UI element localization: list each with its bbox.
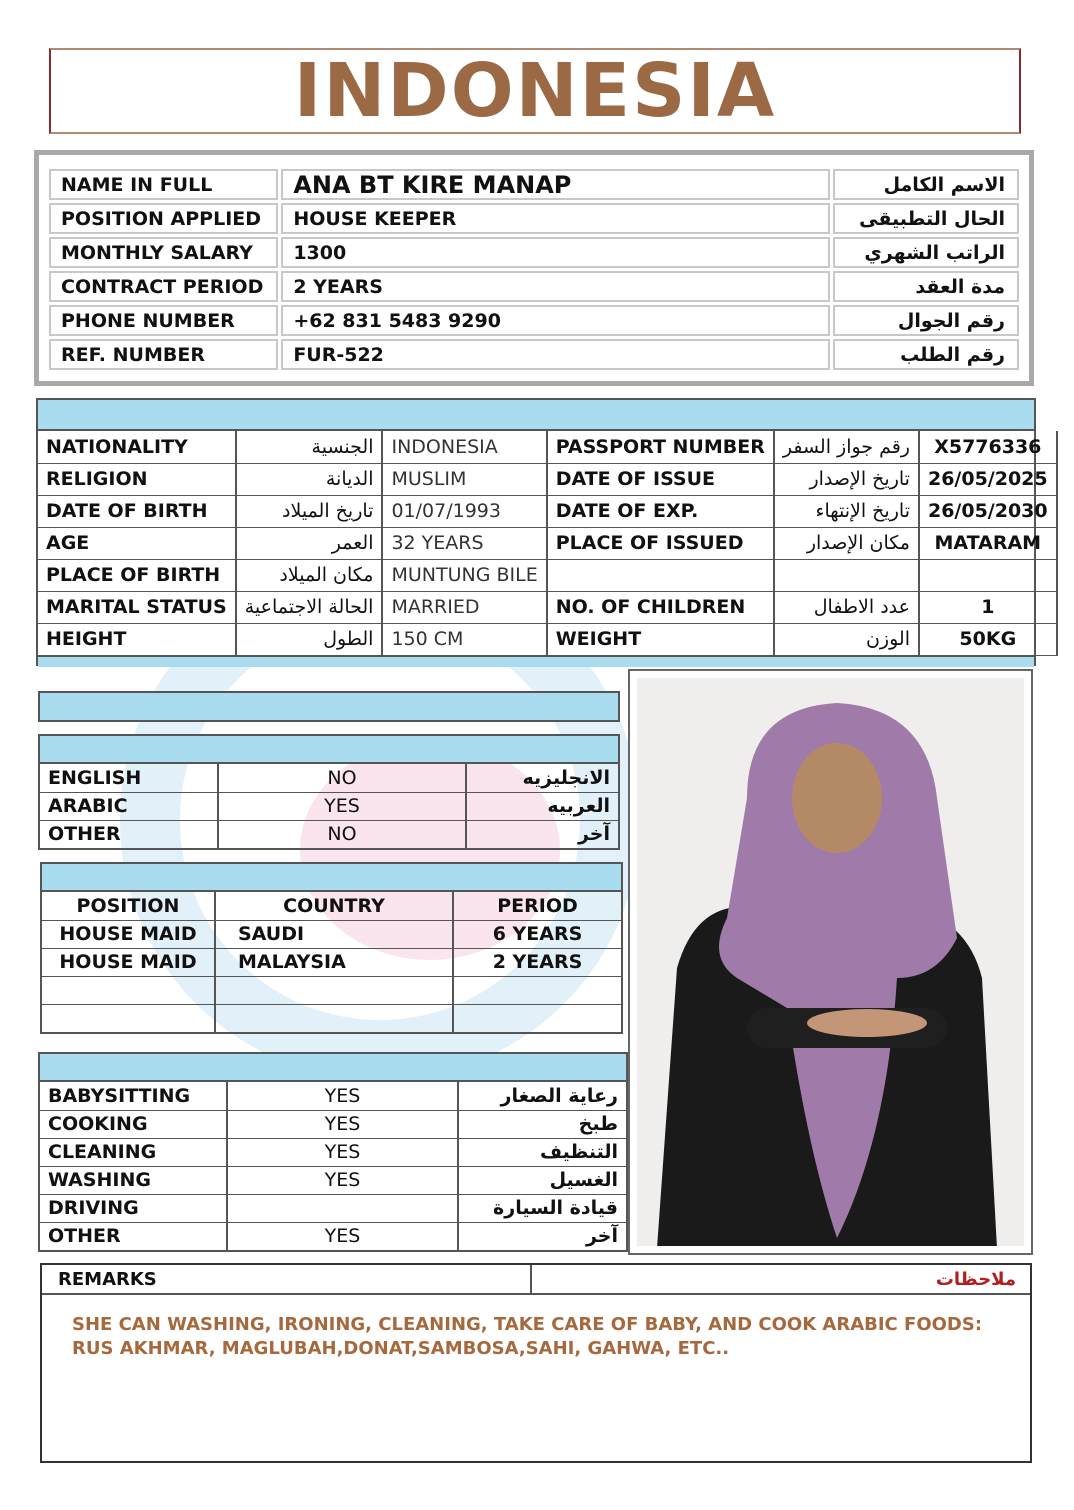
remarks-arabic: ملاحظات <box>935 1268 1016 1290</box>
language-label: ARABIC <box>40 792 218 820</box>
remarks-header <box>42 1265 1030 1295</box>
contract-arabic: مدة العقد <box>833 271 1019 302</box>
passport-info-table <box>36 398 1048 666</box>
table-row <box>42 1004 621 1032</box>
info-label-arabic: الديانة <box>236 463 383 495</box>
info-right-value: 26/05/2030 <box>919 495 1057 527</box>
language-arabic: العربيه <box>466 792 618 820</box>
skill-label: BABYSITTING <box>40 1082 227 1110</box>
table-row <box>40 1110 626 1138</box>
info-label: AGE <box>38 527 236 559</box>
languages-header-band <box>38 691 620 722</box>
info-right-label: NO. OF CHILDREN <box>547 591 774 623</box>
table-row <box>42 948 621 976</box>
experience-country: SAUDI <box>215 920 453 948</box>
remarks-text <box>42 1295 1030 1379</box>
info-right-value: 50KG <box>919 623 1057 655</box>
info-value: INDONESIA <box>382 431 546 463</box>
section-band <box>38 400 1034 431</box>
info-value: MUNTUNG BILE <box>382 559 546 591</box>
ref-label: REF. NUMBER <box>49 339 278 370</box>
table-row <box>42 976 621 1004</box>
name-label: NAME IN FULL <box>49 169 278 200</box>
column-header: PERIOD <box>453 892 621 920</box>
personal-row <box>49 169 1019 203</box>
info-label: RELIGION <box>38 463 236 495</box>
info-right-label-arabic <box>774 559 919 591</box>
skill-value: YES <box>227 1110 458 1138</box>
info-right-label: PASSPORT NUMBER <box>547 431 774 463</box>
experience-period: 6 YEARS <box>453 920 621 948</box>
experience-period: 2 YEARS <box>453 948 621 976</box>
experience-country <box>215 976 453 1004</box>
skill-label: DRIVING <box>40 1194 227 1222</box>
table-row <box>38 431 1057 463</box>
info-label: HEIGHT <box>38 623 236 655</box>
table-row <box>40 1138 626 1166</box>
skill-arabic: طبخ <box>458 1110 626 1138</box>
table-row <box>38 495 1057 527</box>
table-row <box>38 623 1057 655</box>
info-right-label-arabic: تاريخ الإصدار <box>774 463 919 495</box>
applicant-photo <box>628 669 1033 1255</box>
table-row <box>38 463 1057 495</box>
language-arabic: آخر <box>577 823 610 846</box>
position-arabic: الحال التطبيقى <box>833 203 1019 234</box>
info-right-label <box>547 559 774 591</box>
language-label: ENGLISH <box>40 764 218 792</box>
skill-value <box>227 1194 458 1222</box>
header-banner <box>49 48 1021 134</box>
skill-label: COOKING <box>40 1110 227 1138</box>
info-label-arabic: مكان الميلاد <box>236 559 383 591</box>
info-label: NATIONALITY <box>38 431 236 463</box>
table-row <box>40 1082 626 1110</box>
info-right-value <box>919 559 1057 591</box>
section-band <box>42 864 621 892</box>
language-value: NO <box>218 764 466 792</box>
person-illustration <box>637 678 1024 1246</box>
info-value: 01/07/1993 <box>382 495 546 527</box>
info-right-label-arabic: رقم جواز السفر <box>774 431 919 463</box>
language-value: YES <box>218 792 466 820</box>
table-row <box>40 1194 626 1222</box>
info-label: PLACE OF BIRTH <box>38 559 236 591</box>
table-row <box>40 764 618 792</box>
phone-value: +62 831 5483 9290 <box>281 305 829 336</box>
column-header: COUNTRY <box>215 892 453 920</box>
salary-label: MONTHLY SALARY <box>49 237 278 268</box>
personal-row <box>49 339 1019 373</box>
info-value: 150 CM <box>382 623 546 655</box>
section-band-bottom <box>38 656 1034 667</box>
skill-value: YES <box>227 1222 458 1250</box>
remarks-line: SHE CAN WASHING, IRONING, CLEANING, TAKE CARE OF BABY, AND COOK ARABIC FOODS: <box>72 1314 983 1335</box>
info-label: DATE OF BIRTH <box>38 495 236 527</box>
phone-label: PHONE NUMBER <box>49 305 278 336</box>
table-row <box>38 559 1057 591</box>
skill-label: CLEANING <box>40 1138 227 1166</box>
skill-value: YES <box>227 1082 458 1110</box>
personal-row <box>49 271 1019 305</box>
personal-row <box>49 305 1019 339</box>
contract-label: CONTRACT PERIOD <box>49 271 278 302</box>
remarks-section <box>40 1263 1032 1463</box>
experience-position: HOUSE MAID <box>42 920 215 948</box>
name-value: ANA BT KIRE MANAP <box>281 169 829 200</box>
experience-table <box>40 862 623 1034</box>
remarks-line: RUS AKHMAR, MAGLUBAH,DONAT,SAMBOSA,SAHI, GAHWA, ETC.. <box>72 1338 730 1359</box>
info-right-value: 1 <box>919 591 1057 623</box>
table-row <box>40 792 618 820</box>
section-band <box>40 1054 626 1082</box>
info-right-value: X5776336 <box>919 431 1057 463</box>
language-label: OTHER <box>40 820 218 848</box>
info-right-label-arabic: مكان الإصدار <box>774 527 919 559</box>
info-label-arabic: الحالة الاجتماعية <box>236 591 383 623</box>
info-label-arabic: الطول <box>236 623 383 655</box>
table-header-row <box>42 892 621 920</box>
info-right-label: DATE OF ISSUE <box>547 463 774 495</box>
skill-label: WASHING <box>40 1166 227 1194</box>
info-right-label: WEIGHT <box>547 623 774 655</box>
contract-value: 2 YEARS <box>281 271 829 302</box>
personal-details <box>34 150 1034 386</box>
skill-arabic: التنظيف <box>458 1138 626 1166</box>
ref-arabic: رقم الطلب <box>833 339 1019 370</box>
phone-arabic: رقم الجوال <box>833 305 1019 336</box>
info-label-arabic: الجنسية <box>236 431 383 463</box>
language-value: NO <box>218 820 466 848</box>
name-arabic: الاسم الكامل <box>833 169 1019 200</box>
info-value: 32 YEARS <box>382 527 546 559</box>
table-row <box>40 1166 626 1194</box>
info-right-value: 26/05/2025 <box>919 463 1057 495</box>
table-row <box>40 820 618 848</box>
remarks-label: REMARKS <box>42 1265 532 1293</box>
experience-position <box>42 976 215 1004</box>
table-row <box>38 527 1057 559</box>
personal-row <box>49 203 1019 237</box>
info-label-arabic: العمر <box>236 527 383 559</box>
language-arabic: الانجليزيه <box>466 764 618 792</box>
info-right-label: DATE OF EXP. <box>547 495 774 527</box>
skill-label: OTHER <box>40 1222 227 1250</box>
page-title: INDONESIA <box>293 48 777 134</box>
experience-period <box>453 1004 621 1032</box>
info-right-label-arabic: عدد الاطفال <box>774 591 919 623</box>
info-label: MARITAL STATUS <box>38 591 236 623</box>
languages-table <box>38 734 620 850</box>
section-band <box>40 736 618 764</box>
info-value: MUSLIM <box>382 463 546 495</box>
experience-country: MALAYSIA <box>215 948 453 976</box>
info-label-arabic: تاريخ الميلاد <box>236 495 383 527</box>
skill-arabic: آخر <box>585 1225 618 1248</box>
table-row <box>42 920 621 948</box>
skill-arabic: رعاية الصغار <box>458 1082 626 1110</box>
info-right-label-arabic: الوزن <box>774 623 919 655</box>
info-right-value: MATARAM <box>919 527 1057 559</box>
info-right-label: PLACE OF ISSUED <box>547 527 774 559</box>
experience-position <box>42 1004 215 1032</box>
skill-arabic: قيادة السيارة <box>458 1194 626 1222</box>
experience-country <box>215 1004 453 1032</box>
skill-value: YES <box>227 1166 458 1194</box>
experience-period <box>453 976 621 1004</box>
photo-image <box>637 678 1024 1246</box>
ref-value: FUR-522 <box>281 339 829 370</box>
table-row <box>38 591 1057 623</box>
position-value: HOUSE KEEPER <box>281 203 829 234</box>
column-header: POSITION <box>42 892 215 920</box>
skills-table <box>38 1052 628 1252</box>
salary-arabic: الراتب الشهري <box>833 237 1019 268</box>
position-label: POSITION APPLIED <box>49 203 278 234</box>
salary-value: 1300 <box>281 237 829 268</box>
info-value: MARRIED <box>382 591 546 623</box>
table-row <box>40 1222 626 1250</box>
skill-arabic: الغسيل <box>458 1166 626 1194</box>
experience-position: HOUSE MAID <box>42 948 215 976</box>
info-right-label-arabic: تاريخ الإنتهاء <box>774 495 919 527</box>
personal-row <box>49 237 1019 271</box>
skill-value: YES <box>227 1138 458 1166</box>
